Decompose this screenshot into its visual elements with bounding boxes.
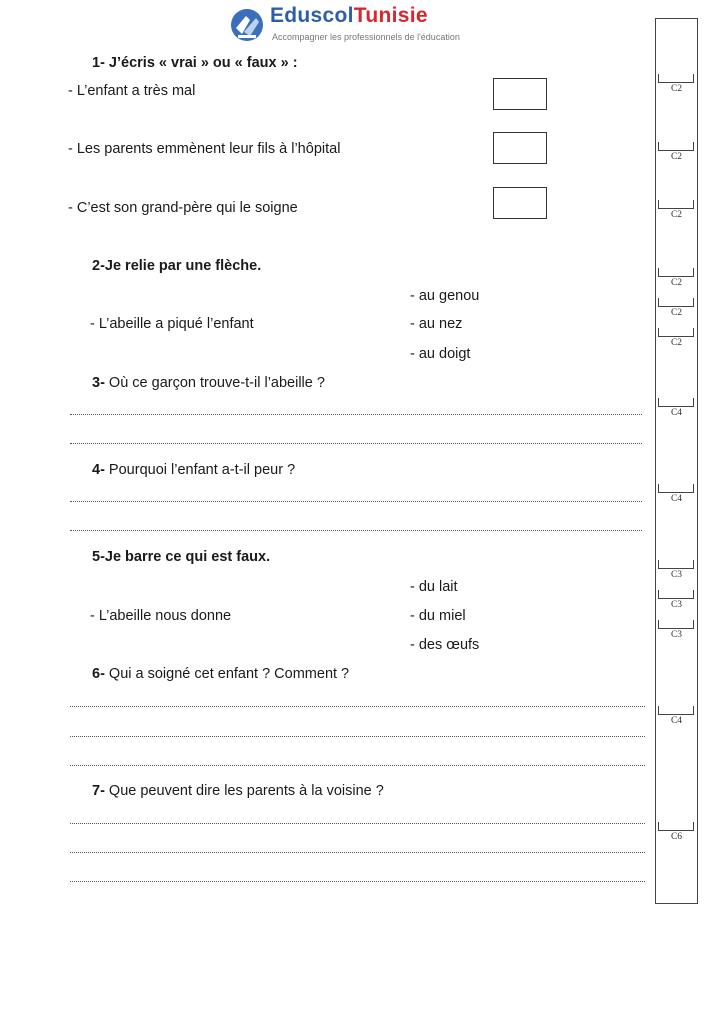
q2-title: 2-Je relie par une flèche.	[92, 258, 262, 274]
logo-tagline: Accompagner les professionnels de l'éducation	[272, 32, 460, 42]
q1-statement-3: - C’est son grand-père qui le soigne	[68, 200, 298, 216]
q4-title: 4- Pourquoi l’enfant a-t-il peur ?	[92, 462, 296, 478]
q5-option-1[interactable]: - du lait	[410, 579, 458, 595]
criterion-mark: C3	[655, 620, 698, 638]
q6-answer-line-2[interactable]	[70, 736, 645, 737]
criterion-mark: C2	[655, 142, 698, 160]
criterion-mark: C4	[655, 484, 698, 502]
q5-option-2[interactable]: - du miel	[410, 608, 466, 624]
q1-statement-2: - Les parents emmènent leur fils à l’hôpital	[68, 141, 341, 157]
criterion-mark: C3	[655, 560, 698, 578]
q2-left-item: - L’abeille a piqué l’enfant	[90, 316, 254, 332]
q3-answer-line-1[interactable]	[70, 414, 642, 415]
q4-answer-line-2[interactable]	[70, 530, 642, 531]
q5-left-item: - L’abeille nous donne	[90, 608, 232, 624]
logo-emblem-icon	[228, 6, 266, 44]
criterion-mark: C2	[655, 74, 698, 92]
q2-option-1[interactable]: - au genou	[410, 288, 480, 304]
q7-answer-line-2[interactable]	[70, 852, 645, 853]
criterion-mark: C4	[655, 706, 698, 724]
q3-answer-line-2[interactable]	[70, 443, 642, 444]
q5-option-3[interactable]: - des œufs	[410, 637, 480, 653]
eduscol-logo	[228, 4, 498, 46]
q5-title: 5-Je barre ce qui est faux.	[92, 549, 271, 565]
criterion-mark: C2	[655, 298, 698, 316]
q2-option-3[interactable]: - au doigt	[410, 346, 471, 362]
criterion-mark: C2	[655, 200, 698, 218]
q4-answer-line-1[interactable]	[70, 501, 642, 502]
q7-answer-line-1[interactable]	[70, 823, 645, 824]
criterion-mark: C2	[655, 328, 698, 346]
criterion-mark: C3	[655, 590, 698, 608]
criterion-mark: C4	[655, 398, 698, 416]
q1-title: 1- J’écris « vrai » ou « faux » :	[92, 55, 298, 71]
criterion-mark: C6	[655, 822, 698, 840]
q1-answer-box-1[interactable]	[493, 78, 547, 110]
logo-wordmark: EduscolTunisie	[270, 4, 428, 27]
q3-title: 3- Où ce garçon trouve-t-il l’abeille ?	[92, 375, 325, 391]
q7-answer-line-3[interactable]	[70, 881, 645, 882]
q1-statement-1: - L’enfant a très mal	[68, 83, 196, 99]
q7-title: 7- Que peuvent dire les parents à la voisine ?	[92, 783, 384, 799]
q6-answer-line-1[interactable]	[70, 706, 645, 707]
q1-answer-box-2[interactable]	[493, 132, 547, 164]
criterion-mark: C2	[655, 268, 698, 286]
q2-option-2[interactable]: - au nez	[410, 316, 463, 332]
q6-answer-line-3[interactable]	[70, 765, 645, 766]
q1-answer-box-3[interactable]	[493, 187, 547, 219]
q6-title: 6- Qui a soigné cet enfant ? Comment ?	[92, 666, 350, 682]
